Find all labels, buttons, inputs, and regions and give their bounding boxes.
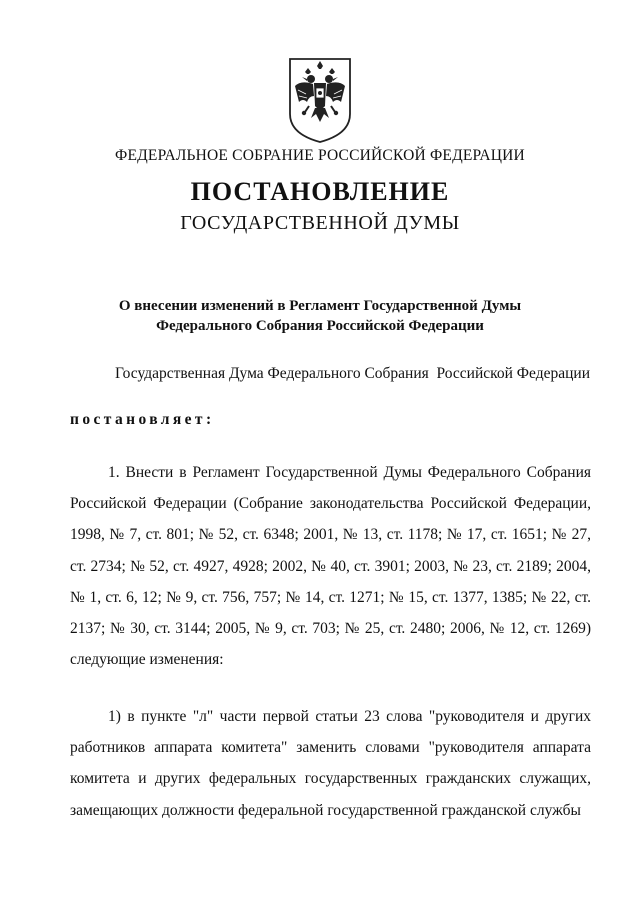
subject-line-1: О внесении изменений в Регламент Государственной Думы (118, 298, 522, 314)
resolves-word: постановляет: (70, 411, 215, 428)
paragraph-2: 1) в пункте "л" части первой статьи 23 слова "руководителя и других работников аппарата комитета" заменить словами "руководителя аппарата комитета и других федеральных государственных гражданских служащих, замещающих должности федеральной государственной гражданской службы (70, 708, 591, 819)
subject-line-2: Федерального Собрания Российской Федерации (156, 318, 484, 334)
document-issuer: ГОСУДАРСТВЕННОЙ ДУМЫ (180, 212, 460, 234)
preamble: Государственная Дума Федерального Собрания Российской Федерации (115, 365, 590, 382)
russian-coat-of-arms-icon (287, 56, 353, 144)
paragraph-1: 1. Внести в Регламент Государственной Думы Федерального Собрания Российской Федерации (Собрание законодательства Российской Федерации, 1998, № 7, ст. 801; № 52, ст. 6348; 2001, № 13, ст. 1178; № 17, ст. 1651; № 27, ст. 2734; № 52, ст. 4927, 4928; 2002, № 40, ст. 3901; 2003, № 23, ст. 2189; 2004, № 1, ст. 6, 12; № 9, ст. 756, 757; № 14, ст. 1271; № 15, ст. 1377, 1385; № 22, ст. 2137; № 30, ст. 3144; 2005, № 9, ст. 703; № 25, ст. 2480; 2006, № 12, ст. 1269) следующие изменения: (70, 464, 591, 669)
document-subject (0, 296, 640, 336)
assembly-title: ФЕДЕРАЛЬНОЕ СОБРАНИЕ РОССИЙСКОЙ ФЕДЕРАЦИИ (115, 147, 525, 164)
document-type: ПОСТАНОВЛЕНИЕ (190, 177, 450, 206)
